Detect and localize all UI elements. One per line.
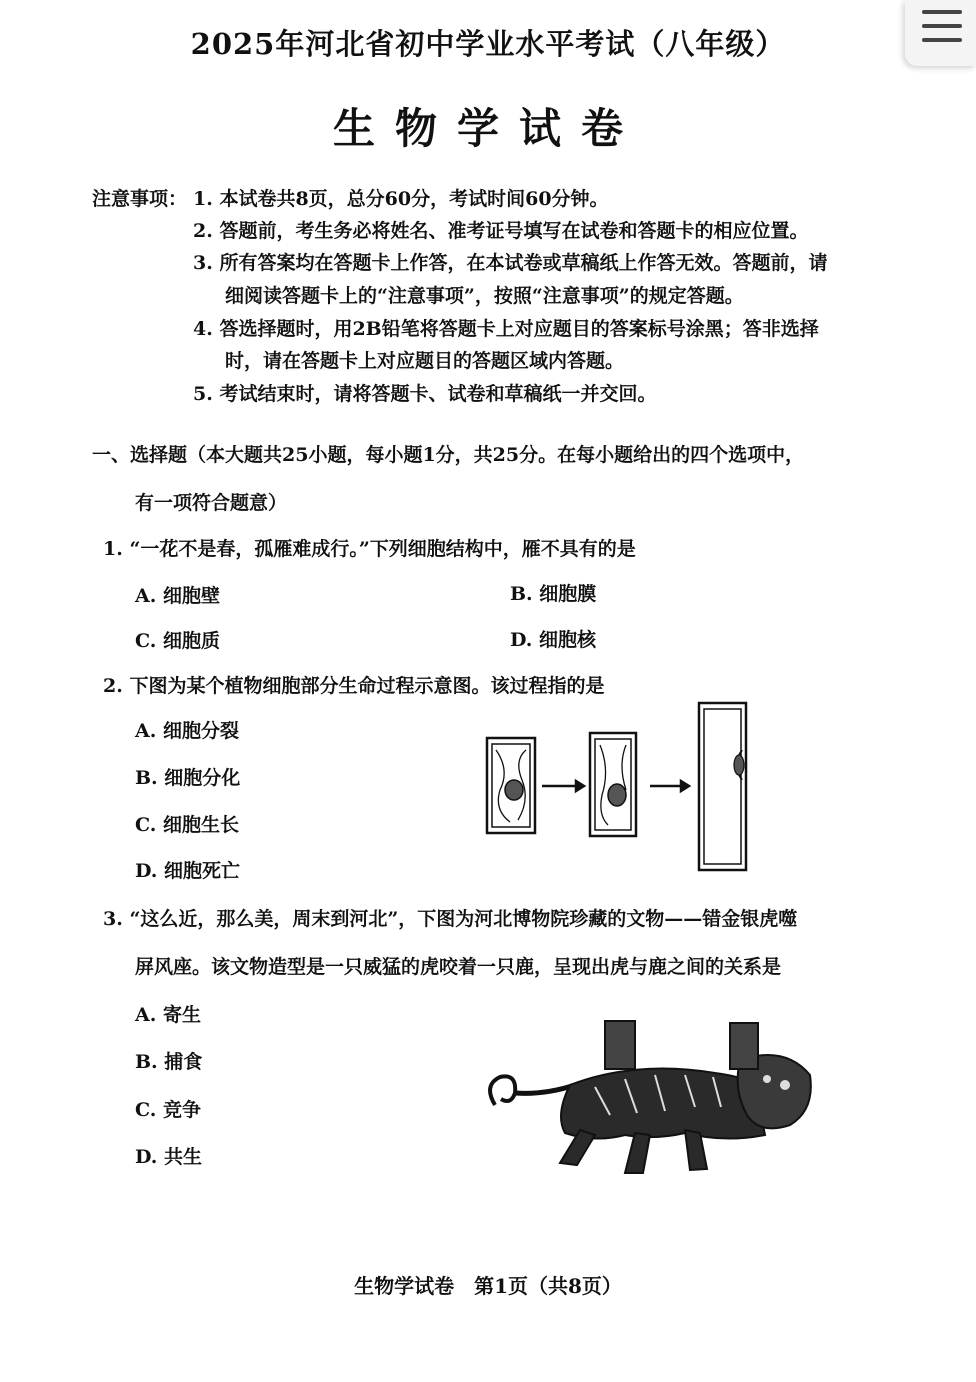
q2-option-b: B. 细胞分化	[135, 767, 241, 789]
question-1-stem: 1. “一花不是春，孤雁难成行。”下列细胞结构中，雁不具有的是	[103, 538, 636, 560]
q2-option-a: A. 细胞分裂	[135, 720, 239, 742]
q3-option-c: C. 竞争	[135, 1099, 202, 1121]
q1-option-a: A. 细胞壁	[135, 585, 220, 607]
notice-item: 5. 考试结束时，请将答题卡、试卷和草稿纸一并交回。	[193, 383, 657, 405]
q1-option-d: D. 细胞核	[510, 629, 597, 651]
cell-growth-diagram	[480, 700, 760, 875]
notice-item: 4. 答选择题时，用2B铅笔将答题卡上对应题目的答案标号涂黑；答非选择	[193, 318, 819, 340]
notice-item: 细阅读答题卡上的“注意事项”，按照“注意事项”的规定答题。	[225, 285, 744, 307]
notice-item: 2. 答题前，考生务必将姓名、准考证号填写在试卷和答题卡的相应位置。	[193, 220, 809, 242]
section-heading: 一、选择题（本大题共25小题，每小题1分，共25分。在每小题给出的四个选项中，	[92, 444, 805, 466]
question-3-stem: 3. “这么近，那么美，周末到河北”，下图为河北博物院珍藏的文物——错金银虎噬	[103, 908, 798, 930]
q3-option-d: D. 共生	[135, 1146, 203, 1168]
question-2-stem: 2. 下图为某个植物细胞部分生命过程示意图。该过程指的是	[103, 675, 605, 697]
page-title: 2025年河北省初中学业水平考试（八年级）	[190, 27, 786, 61]
page-footer: 生物学试卷 第1页（共8页）	[354, 1274, 622, 1298]
subject-title: 生物学试卷	[332, 104, 643, 153]
notice-label: 注意事项：	[92, 188, 188, 210]
question-3-stem-cont: 屏风座。该文物造型是一只威猛的虎咬着一只鹿，呈现出虎与鹿之间的关系是	[135, 956, 782, 978]
tiger-screen-base-image	[485, 1015, 815, 1180]
q1-option-b: B. 细胞膜	[510, 583, 597, 605]
notice-item: 1. 本试卷共8页，总分60分，考试时间60分钟。	[193, 188, 609, 210]
q3-option-b: B. 捕食	[135, 1051, 203, 1073]
notice-item: 时，请在答题卡上对应题目的答题区域内答题。	[225, 350, 625, 372]
q2-option-d: D. 细胞死亡	[135, 860, 241, 882]
section-heading-cont: 有一项符合题意）	[135, 492, 288, 514]
q1-option-c: C. 细胞质	[135, 630, 221, 652]
q2-option-c: C. 细胞生长	[135, 814, 240, 836]
notice-item: 3. 所有答案均在答题卡上作答，在本试卷或草稿纸上作答无效。答题前，请	[193, 252, 828, 274]
q3-option-a: A. 寄生	[135, 1004, 201, 1026]
